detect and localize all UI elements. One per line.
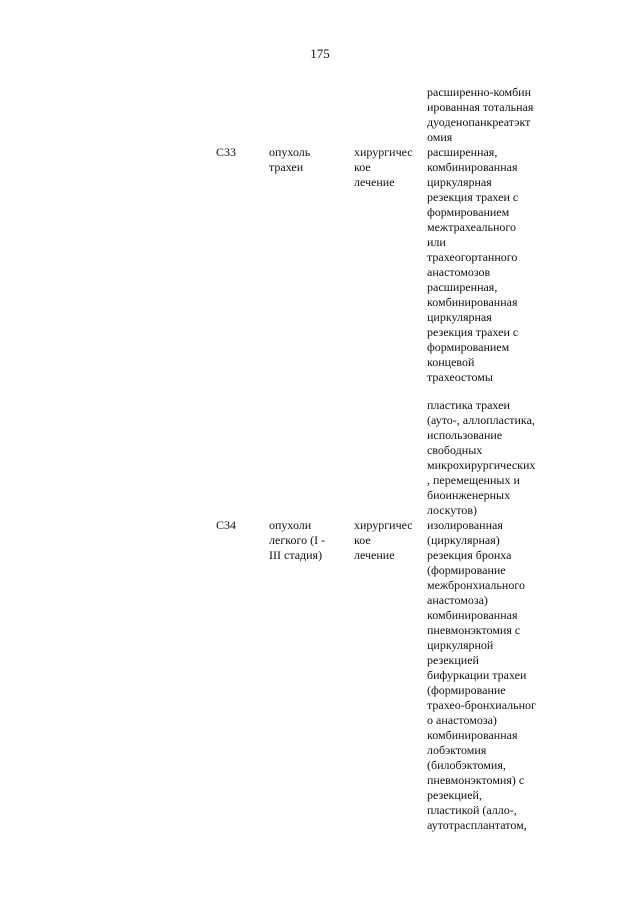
text-line: резекцией — [427, 653, 479, 667]
text-line: пластикой (алло-, — [427, 803, 517, 817]
row-c34-treatment — [354, 518, 424, 563]
page-number: 175 — [310, 46, 330, 61]
text-line: аутотрасплантатом, — [427, 818, 527, 832]
text-line: свободных — [427, 443, 483, 457]
text-line: или — [427, 235, 446, 249]
text-line: хирургичес — [354, 145, 413, 159]
text-line: пневмонэктомия с — [427, 623, 521, 637]
text-line: анастомоза) — [427, 593, 488, 607]
text-line: (билобэктомия, — [427, 758, 506, 772]
text-line: о анастомоза) — [427, 713, 497, 727]
icd-code: C33 — [216, 145, 237, 159]
text-line: омия — [427, 130, 453, 144]
text-line: расширенно-комбин — [427, 85, 532, 99]
row-c33-method-2 — [427, 398, 567, 518]
text-line: пластика трахеи — [427, 398, 510, 412]
row-c34-diagnosis — [269, 518, 353, 563]
text-line: межтрахеального — [427, 220, 517, 234]
text-line: трахео-бронхиальног — [427, 698, 536, 712]
text-line: резекцией, — [427, 788, 482, 802]
text-line: , перемещенных и — [427, 473, 520, 487]
text-line: хирургичес — [354, 518, 413, 532]
text-line: концевой — [427, 355, 475, 369]
text-line: легкого (I - — [269, 533, 326, 547]
text-line: дуоденопанкреатэкт — [427, 115, 531, 129]
text-line: лоскутов) — [427, 503, 478, 517]
text-line: кое — [354, 533, 371, 547]
text-line: биоинженерных — [427, 488, 511, 502]
text-line: циркулярная — [427, 310, 492, 324]
text-line: (ауто-, аллопластика, — [427, 413, 535, 427]
text-line: опухоли — [269, 518, 312, 532]
row-c33-diagnosis — [269, 145, 353, 175]
text-line: лечение — [354, 175, 395, 189]
text-line: использование — [427, 428, 503, 442]
text-line: трахеогортанного — [427, 250, 518, 264]
text-line: межбронхиального — [427, 578, 525, 592]
text-line: микрохирургических — [427, 458, 536, 472]
text-line: лобэктомия — [427, 743, 487, 757]
text-line: формированием — [427, 340, 510, 354]
row-c34-method — [427, 518, 567, 833]
text-line: пневмонэктомия) с — [427, 773, 525, 787]
row-c34-code — [216, 518, 262, 533]
text-line: циркулярная — [427, 175, 492, 189]
text-line: расширенная, — [427, 280, 498, 294]
text-line: комбинированная — [427, 728, 518, 742]
text-line: расширенная, — [427, 145, 498, 159]
text-line: комбинированная — [427, 160, 518, 174]
icd-code: C34 — [216, 518, 237, 532]
text-line: (формирование — [427, 563, 506, 577]
text-line: ированная тотальная — [427, 100, 534, 114]
text-line: бифуркации трахеи — [427, 668, 527, 682]
row-c33-treatment — [354, 145, 424, 190]
text-line: кое — [354, 160, 371, 174]
text-line: (формирование — [427, 683, 506, 697]
text-line: трахеи — [269, 160, 304, 174]
text-line: резекция трахеи с — [427, 325, 519, 339]
text-line: изолированная — [427, 518, 503, 532]
text-line: формированием — [427, 205, 510, 219]
row-c33-code — [216, 145, 262, 160]
text-line: циркулярной — [427, 638, 494, 652]
text-line: комбинированная — [427, 295, 518, 309]
text-line: III стадия) — [269, 548, 323, 562]
text-line: анастомозов — [427, 265, 491, 279]
row-c33-method — [427, 145, 567, 385]
text-line: комбинированная — [427, 608, 518, 622]
text-line: лечение — [354, 548, 395, 562]
text-line: трахеостомы — [427, 370, 493, 384]
text-line: резекция трахеи с — [427, 190, 519, 204]
text-line: (циркулярная) — [427, 533, 500, 547]
text-line: резекция бронха — [427, 548, 512, 562]
intro-method-text — [427, 85, 567, 145]
text-line: опухоль — [269, 145, 311, 159]
